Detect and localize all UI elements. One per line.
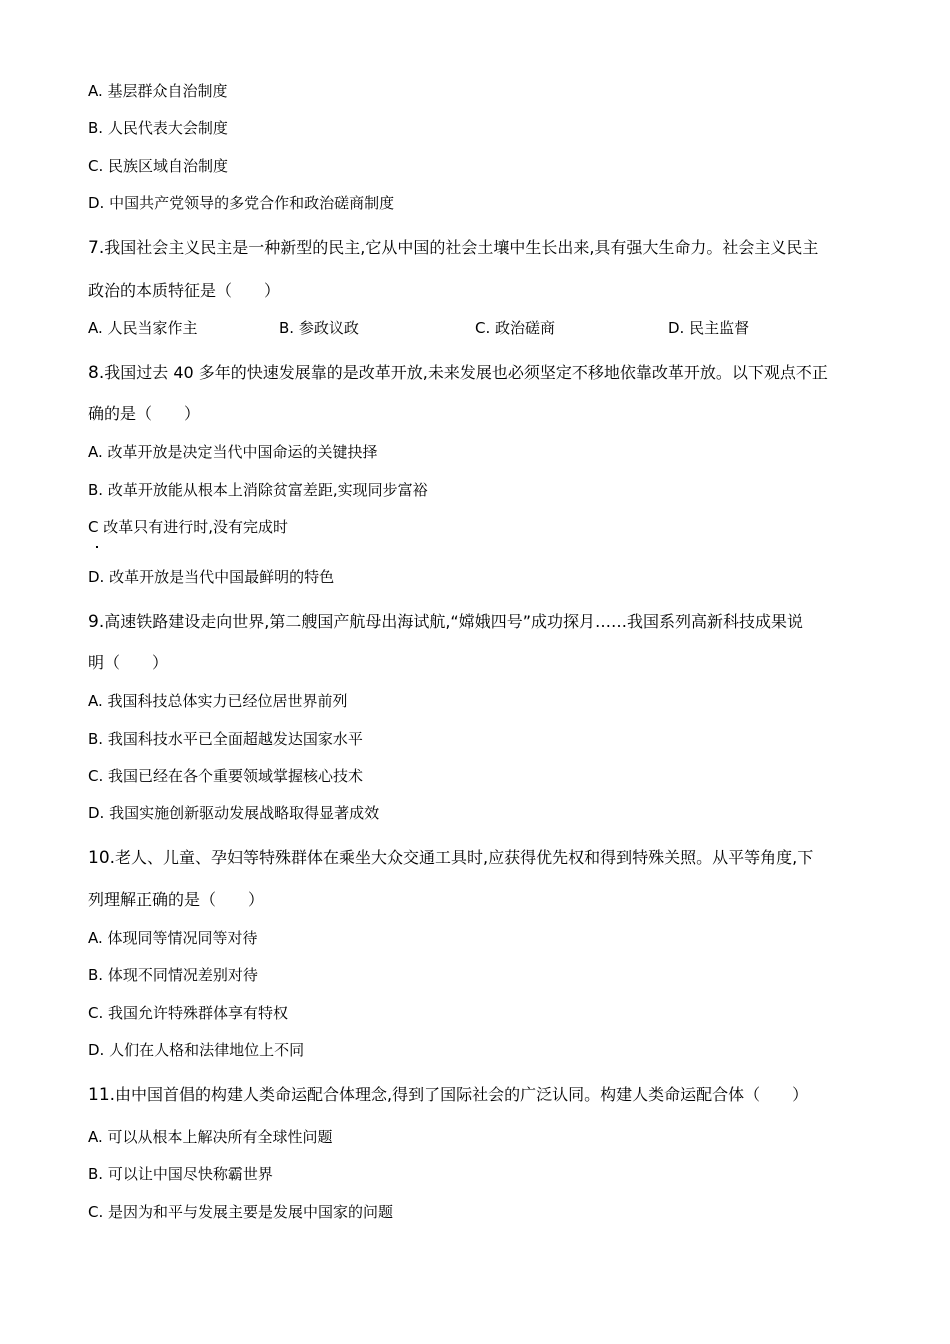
q6-option-d: D. 中国共产党领导的多党合作和政治磋商制度	[88, 194, 395, 212]
q7-stem-line2: 政治的本质特征是（ ）	[88, 281, 281, 300]
q8-option-d: D. 改革开放是当代中国最鲜明的特色	[88, 568, 335, 586]
q11-text: 由中国首倡的构建人类命运配合体理念,得到了国际社会的广泛认同。构建人类命运配合体（ ）	[115, 1085, 809, 1104]
q11-stem-line1	[88, 1085, 808, 1105]
q7-option-b: B. 参政议政	[279, 319, 359, 337]
q8-option-a: A. 改革开放是决定当代中国命运的关键抉择	[88, 443, 378, 461]
q7-number: 7.	[88, 238, 105, 258]
q8-stem-line1	[88, 363, 828, 383]
q8-text: 我国过去 40 多年的快速发展靠的是改革开放,未来发展也必须坚定不移地依靠改革开放。以下观点不正	[104, 363, 828, 382]
q10-text: 老人、儿童、孕妇等特殊群体在乘坐大众交通工具时,应获得优先权和得到特殊关照。从平等角度,下	[115, 848, 814, 867]
q11-option-b: B. 可以让中国尽快称霸世界	[88, 1165, 273, 1183]
q8-option-b: B. 改革开放能从根本上消除贫富差距,实现同步富裕	[88, 481, 428, 499]
q7-text: 我国社会主义民主是一种新型的民主,它从中国的社会土壤中生长出来,具有强大生命力。社会主义民主	[104, 238, 819, 257]
q9-stem-line2: 明（ ）	[88, 653, 169, 672]
q9-option-d: D. 我国实施创新驱动发展战略取得显著成效	[88, 804, 380, 822]
q8-option-c: C 改革只有进行时,没有完成时	[88, 518, 289, 536]
stray-mark	[96, 546, 98, 548]
q7-option-a: A. 人民当家作主	[88, 319, 198, 337]
q11-option-c: C. 是因为和平与发展主要是发展中国家的问题	[88, 1203, 394, 1221]
q6-option-b: B. 人民代表大会制度	[88, 119, 228, 137]
q6-option-a: A. 基层群众自治制度	[88, 82, 228, 100]
q10-option-a: A. 体现同等情况同等对待	[88, 929, 258, 947]
q6-option-c: C. 民族区域自治制度	[88, 157, 229, 175]
q9-option-c: C. 我国已经在各个重要领域掌握核心技术	[88, 767, 364, 785]
q10-stem-line1	[88, 848, 813, 868]
q9-stem-line1	[88, 612, 803, 632]
q11-option-a: A. 可以从根本上解决所有全球性问题	[88, 1128, 333, 1146]
q7-option-d: D. 民主监督	[668, 319, 750, 337]
q8-number: 8.	[88, 363, 105, 383]
q10-stem-line2: 列理解正确的是（ ）	[88, 890, 265, 909]
q8-stem-line2: 确的是（ ）	[88, 404, 201, 423]
q9-number: 9.	[88, 612, 105, 632]
q7-stem-line1	[88, 238, 818, 258]
q10-option-c: C. 我国允许特殊群体享有特权	[88, 1004, 289, 1022]
q10-option-b: B. 体现不同情况差别对待	[88, 966, 258, 984]
q10-option-d: D. 人们在人格和法律地位上不同	[88, 1041, 305, 1059]
q10-number: 10.	[88, 848, 116, 868]
q11-number: 11.	[88, 1085, 116, 1105]
q9-option-b: B. 我国科技水平已全面超越发达国家水平	[88, 730, 363, 748]
q7-option-c: C. 政治磋商	[475, 319, 556, 337]
q9-option-a: A. 我国科技总体实力已经位居世界前列	[88, 692, 348, 710]
q9-text: 高速铁路建设走向世界,第二艘国产航母出海试航,“嫦娥四号”成功探月……我国系列高新科技成果说	[104, 612, 803, 631]
